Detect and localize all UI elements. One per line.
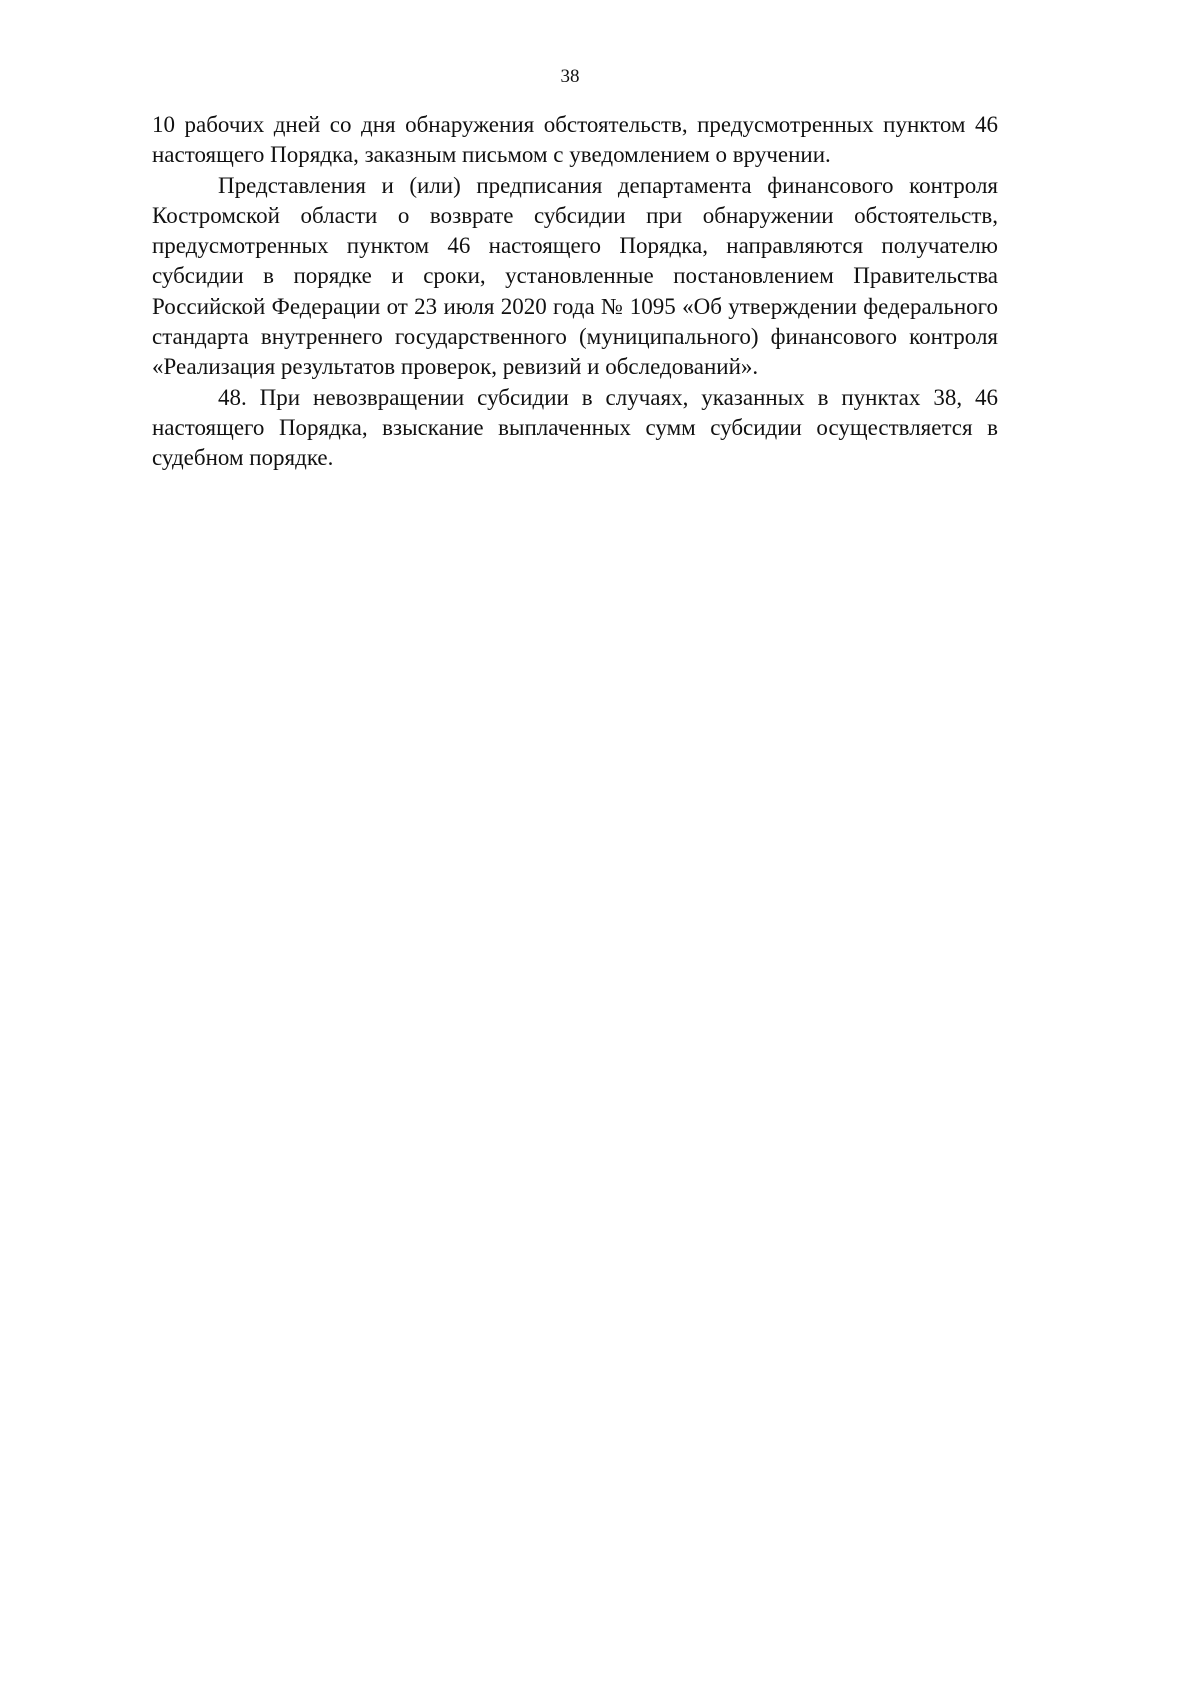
page-number: 38 — [560, 66, 580, 87]
paragraph-representations: Представления и (или) предписания департамента финансового контроля Костромской области о возврате субсидии при обнаружении обстоятельств, предусмотренных пунктом 46 настоящего Порядка, направляются получателю субсидии в порядке и сроки, установленные постановлением Правительства Российской Федерации от 23 июля 2020 года № 1095 «Об утверждении федерального стандарта внутреннего государственного (муниципального) финансового контроля «Реализация результатов проверок, ревизий и обследований». — [152, 172, 998, 380]
document-body — [152, 110, 998, 474]
paragraph-continuation: 10 рабочих дней со дня обнаружения обстоятельств, предусмотренных пунктом 46 настоящего Порядка, заказным письмом с уведомлением о вручении. — [152, 112, 998, 168]
paragraph-48: 48. При невозвращении субсидии в случаях, указанных в пунктах 38, 46 настоящего Порядка, взыскание выплаченных сумм субсидии осуществляется в судебном порядке. — [152, 384, 998, 471]
